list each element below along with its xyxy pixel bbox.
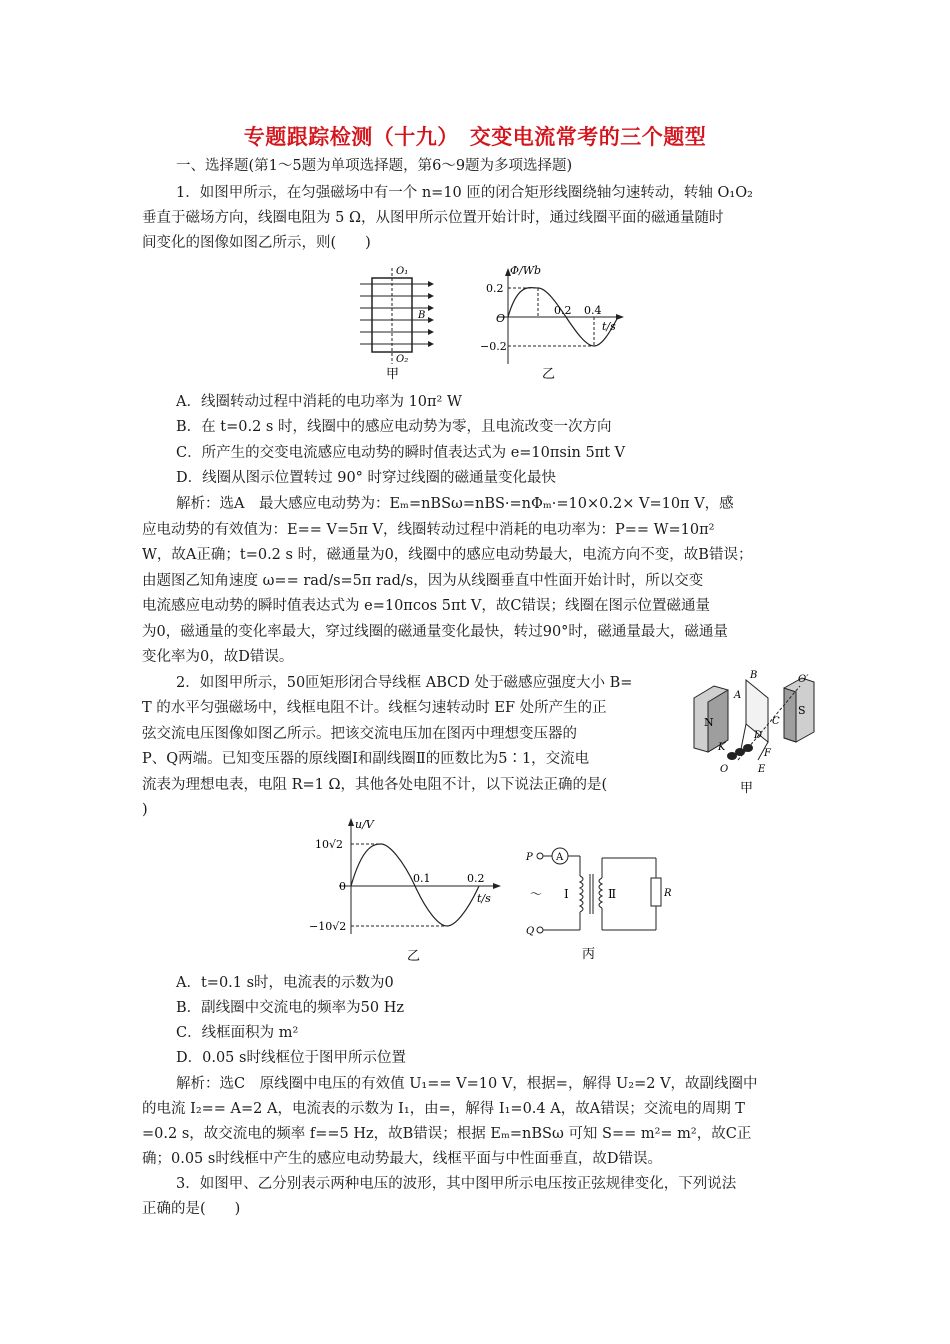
- option-c: C．线框面积为 m²: [176, 1025, 299, 1041]
- question-1-line: 垂直于磁场方向，线圈电阻为 5 Ω，从图甲所示位置开始计时，通过线圈平面的磁通量随时: [142, 210, 724, 226]
- option-b: B．副线圈中交流电的频率为50 Hz: [176, 1000, 404, 1016]
- page-title: 专题跟踪检测（十九） 交变电流常考的三个题型: [243, 125, 707, 149]
- label-r: R: [664, 888, 672, 899]
- label-p: P: [526, 852, 533, 863]
- figure-2-yi: [303, 816, 503, 966]
- question-2-line: 弦交流电压图像如图乙所示。把该交流电压加在图丙中理想变压器的: [142, 726, 577, 742]
- figure-1-yi: [478, 262, 628, 380]
- option-a: A．t=0.1 s时，电流表的示数为0: [176, 975, 394, 991]
- question-2-line: T 的水平匀强磁场中，线框电阻不计。线框匀速转动时 EF 处所产生的正: [142, 700, 607, 716]
- ammeter-label: A: [556, 852, 564, 863]
- solution-line: 为0，磁通量的变化率最大，穿过线圈的磁通量变化最快，转过90°时，磁通量最大，磁通量: [142, 624, 728, 640]
- section-heading: 一、选择题(第1～5题为单项选择题，第6～9题为多项选择题): [176, 158, 573, 174]
- question-1-line: 1．如图甲所示，在匀强磁场中有一个 n=10 匝的闭合矩形线圈绕轴匀速转动，转轴 O₁O₂: [176, 185, 753, 201]
- option-a: A．线圈转动过程中消耗的电功率为 10π² W: [176, 394, 462, 410]
- solution-line: W，故A正确；t=0.2 s 时，磁通量为0，线圈中的感应电动势最大，电流方向不变，故B错误；: [142, 547, 753, 563]
- label-c: C: [772, 716, 780, 727]
- x-axis-label: t/s: [602, 320, 616, 333]
- y-tick-pos: 10√2: [315, 838, 344, 851]
- figure-caption: 丙: [582, 947, 596, 962]
- figure-1-jia: [356, 260, 436, 380]
- solution-line: 由题图乙知角速度 ω== rad/s=5π rad/s，因为从线圈垂直中性面开始计时，所以交变: [142, 573, 704, 589]
- solution-line: 解析：选A 最大感应电动势为：Eₘ=nBSω=nBS·=nΦₘ·=10×0.2× V=10π V，感: [176, 496, 734, 512]
- y-tick-neg: −0.2: [480, 340, 507, 353]
- figure-2-jia: [688, 668, 820, 796]
- label-o-prime: O′: [798, 674, 809, 685]
- label-f: F: [764, 748, 771, 759]
- solution-line: 确；0.05 s时线框中产生的感应电动势最大，线框平面与中性面垂直，故D错误。: [142, 1151, 662, 1167]
- question-1-line: 间变化的图像如图乙所示，则( ): [142, 235, 371, 251]
- label-o2: O₂: [396, 354, 409, 365]
- x-axis-label: t/s: [477, 892, 491, 905]
- question-2-line: 2．如图甲所示，50匝矩形闭合导线框 ABCD 处于磁感应强度大小 B=: [176, 675, 633, 691]
- label-o: O: [720, 764, 729, 775]
- label-coil-1: Ⅰ: [564, 887, 569, 901]
- solution-line: 应电动势的有效值为：E== V=5π V，线圈转动过程中消耗的电功率为：P== W=10π²: [142, 522, 715, 538]
- label-a: A: [734, 690, 742, 701]
- question-3-line: 3．如图甲、乙分别表示两种电压的波形，其中图甲所示电压按正弦规律变化，下列说法: [176, 1176, 737, 1192]
- question-2-line: ): [142, 802, 148, 818]
- x-tick-1: 0.2: [554, 304, 572, 317]
- label-q: Q: [526, 926, 535, 937]
- label-o1: O₁: [396, 266, 409, 277]
- solution-line: 解析：选C 原线圈中电压的有效值 U₁== V=10 V，根据=，解得 U₂=2 V，故副线圈中: [176, 1076, 758, 1092]
- label-s: S: [798, 704, 806, 717]
- label-coil-2: Ⅱ: [608, 887, 617, 901]
- ac-source-symbol: ～: [530, 887, 543, 901]
- origin-label: 0: [339, 880, 346, 893]
- question-2-line: 流表为理想电表，电阻 R=1 Ω，其他各处电阻不计，以下说法正确的是(: [142, 777, 608, 793]
- figure-2-bing: [520, 838, 680, 964]
- label-b: B: [418, 310, 426, 321]
- option-b: B．在 t=0.2 s 时，线圈中的感应电动势为零，且电流改变一次方向: [176, 419, 612, 435]
- y-axis-label: Φ/Wb: [510, 264, 542, 277]
- label-d: D: [754, 730, 763, 741]
- figure-caption: 乙: [407, 949, 421, 964]
- origin-label: O: [496, 312, 506, 325]
- solution-line: 电流感应电动势的瞬时值表达式为 e=10πcos 5πt V，故C错误；线圈在图示位置磁通量: [142, 598, 710, 614]
- y-tick-neg: −10√2: [309, 920, 347, 933]
- figure-caption: 乙: [542, 367, 556, 380]
- solution-line: 变化率为0，故D错误。: [142, 649, 294, 665]
- figure-caption: 甲: [740, 781, 754, 796]
- y-axis-label: u/V: [355, 818, 374, 831]
- label-e: E: [758, 764, 766, 775]
- label-k: K: [718, 742, 726, 753]
- y-tick-pos: 0.2: [486, 282, 504, 295]
- label-b: B: [750, 670, 758, 681]
- option-c: C．所产生的交变电流感应电动势的瞬时值表达式为 e=10πsin 5πt V: [176, 445, 626, 461]
- question-3-line: 正确的是( ): [142, 1201, 241, 1217]
- option-d: D．线圈从图示位置转过 90° 时穿过线圈的磁通量变化最快: [176, 470, 557, 486]
- x-tick-1: 0.1: [413, 872, 431, 885]
- x-tick-2: 0.4: [584, 304, 602, 317]
- option-d: D．0.05 s时线框位于图甲所示位置: [176, 1050, 406, 1066]
- question-2-line: P、Q两端。已知变压器的原线圈Ⅰ和副线圈Ⅱ的匝数比为5∶1，交流电: [142, 751, 590, 767]
- label-n: N: [704, 716, 714, 729]
- solution-line: =0.2 s，故交流电的频率 f==5 Hz，故B错误；根据 Eₘ=nBSω 可知 S== m²= m²，故C正: [142, 1126, 752, 1142]
- solution-line: 的电流 I₂== A=2 A，电流表的示数为 I₁，由=，解得 I₁=0.4 A，故A错误；交流电的周期 T: [142, 1101, 745, 1117]
- figure-caption: 甲: [386, 367, 400, 380]
- x-tick-2: 0.2: [467, 872, 485, 885]
